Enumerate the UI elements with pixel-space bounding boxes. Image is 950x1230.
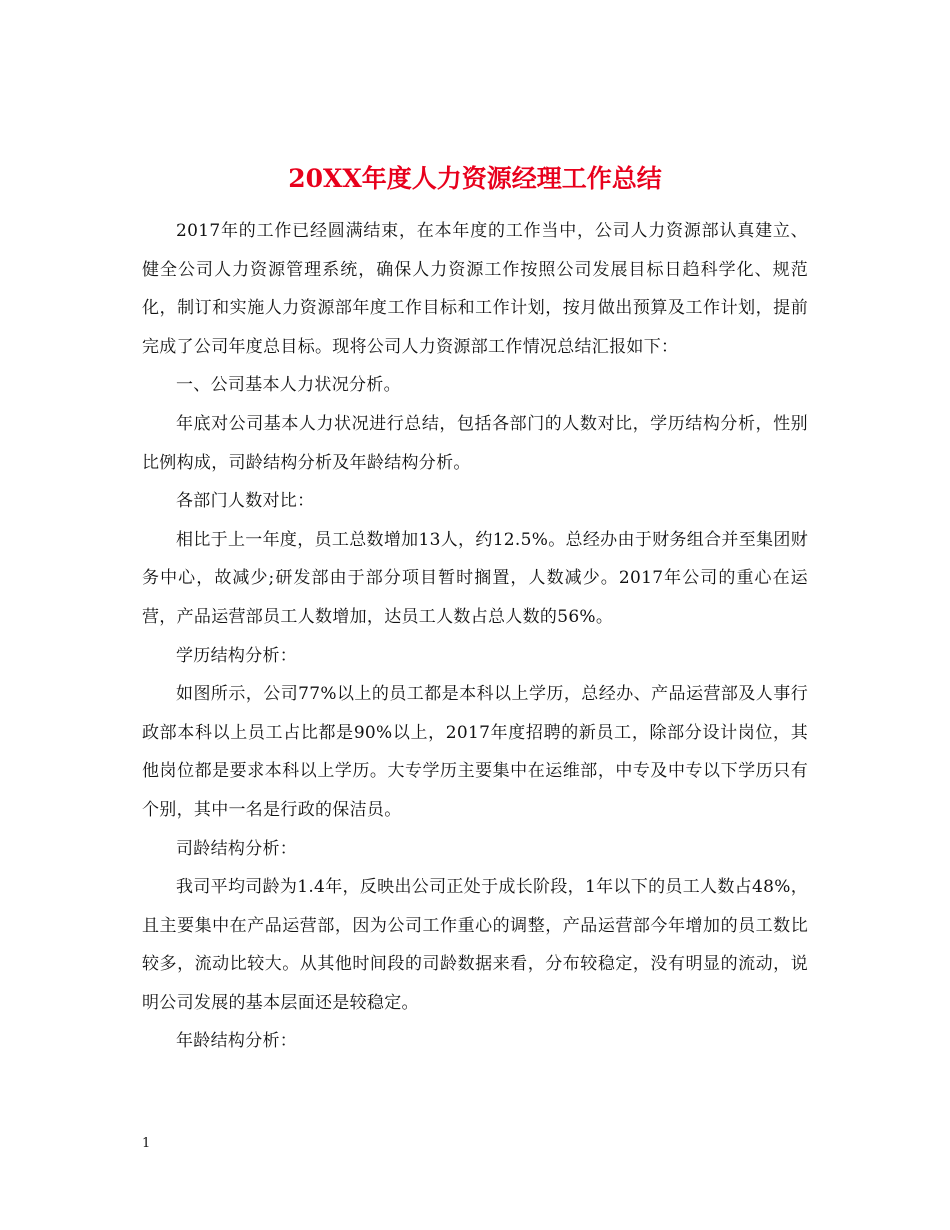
paragraph-department-headcount: 相比于上一年度，员工总数增加13人，约12.5%。总经办由于财务组合并至集团财务中心，故减少;研发部由于部分项目暂时搁置，人数减少。2017年公司的重心在运营，产品运营部员工人数增加，达员工人数占总人数的56%。 xyxy=(142,529,808,627)
document-title: 20XX年度人力资源经理工作总结 xyxy=(288,163,662,193)
document-body xyxy=(142,212,808,1061)
paragraph-summary-scope: 年底对公司基本人力状况进行总结，包括各部门的人数对比，学历结构分析，性别比例构成，司龄结构分析及年龄结构分析。 xyxy=(142,413,808,473)
paragraph-education-structure: 如图所示，公司77%以上的员工都是本科以上学历，总经办、产品运营部及人事行政部本科以上员工占比都是90%以上，2017年度招聘的新员工，除部分设计岗位，其他岗位都是要求本科以上学历。大专学历主要集中在运维部，中专及中专以下学历只有个别，其中一名是行政的保洁员。 xyxy=(142,684,808,820)
subheading-age-structure: 年龄结构分析： xyxy=(176,1031,298,1052)
paragraph-intro: 2017年的工作已经圆满结束，在本年度的工作当中，公司人力资源部认真建立、健全公司人力资源管理系统，确保人力资源工作按照公司发展目标日趋科学化、规范化，制订和实施人力资源部年度工作目标和工作计划，按月做出预算及工作计划，提前完成了公司年度总目标。现将公司人力资源部工作情况总结汇报如下： xyxy=(142,221,808,357)
subheading-department-headcount: 各部门人数对比： xyxy=(176,491,315,512)
subheading-education-structure: 学历结构分析： xyxy=(176,645,298,666)
section-heading-basic-staff-analysis: 一、公司基本人力状况分析。 xyxy=(176,375,401,396)
subheading-tenure-structure: 司龄结构分析： xyxy=(176,838,298,859)
paragraph-tenure-structure: 我司平均司龄为1.4年，反映出公司正处于成长阶段，1年以下的员工人数占48%，且主要集中在产品运营部，因为公司工作重心的调整，产品运营部今年增加的员工数比较多，流动比较大。从其他时间段的司龄数据来看，分布较稳定，没有明显的流动，说明公司发展的基本层面还是较稳定。 xyxy=(142,877,808,1013)
page-number: 1 xyxy=(142,1136,151,1151)
